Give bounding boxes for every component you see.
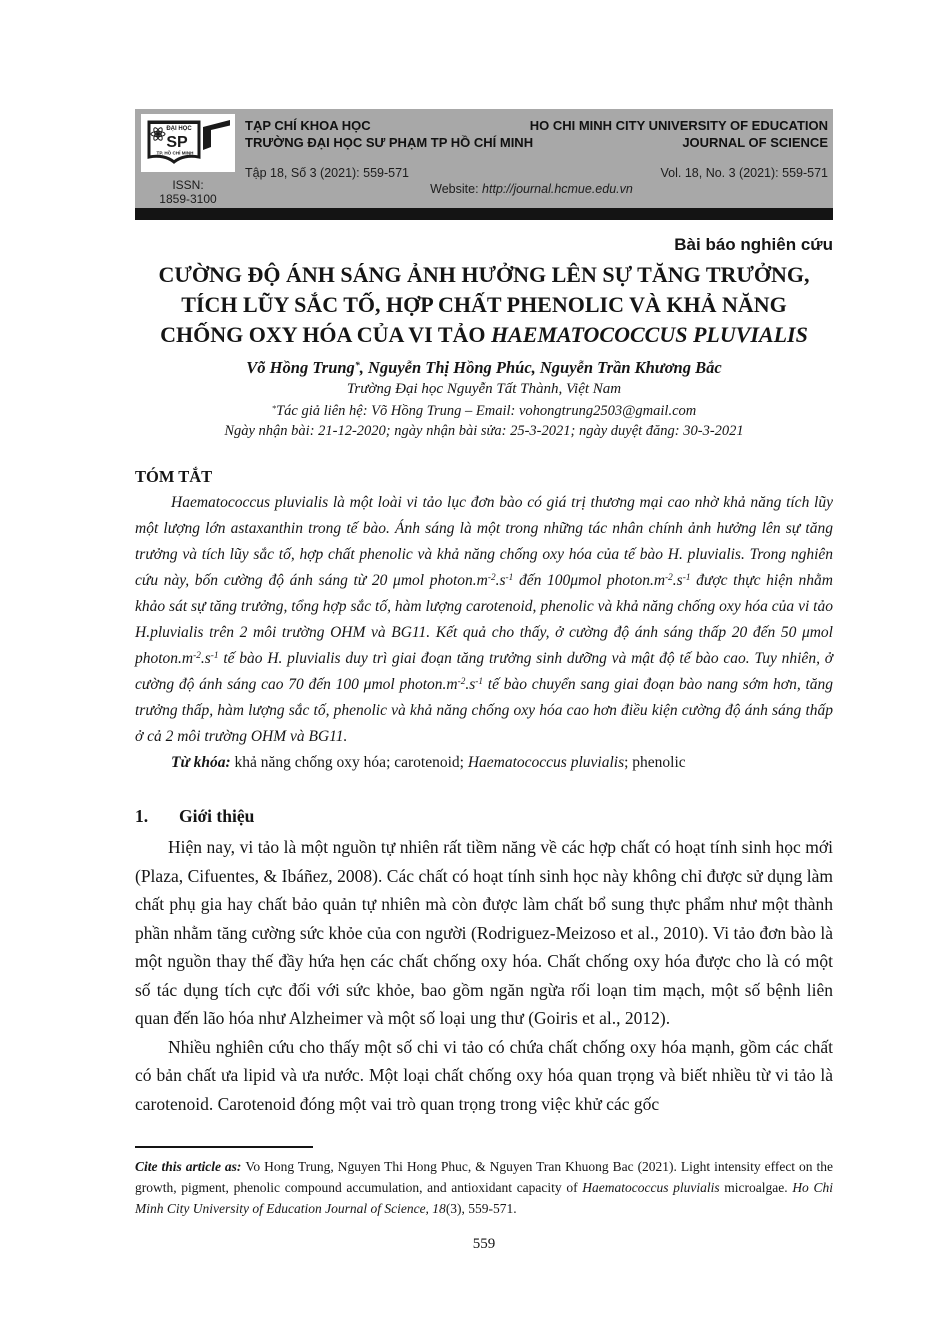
website-line <box>135 182 833 196</box>
text-run: ; phenolic <box>624 754 686 771</box>
logo-text-daihoc: ĐẠI HỌC <box>166 126 192 132</box>
text-run: Tác giả liên hệ: Võ Hồng Trung – Email: vohongtrung2503@gmail.com <box>276 403 697 419</box>
corresponding-author-line <box>135 403 833 420</box>
text-run: Haematococcus pluvialis <box>582 1180 720 1195</box>
text-run: .s <box>495 572 506 589</box>
article-title <box>135 260 833 350</box>
journal-name-vi <box>245 117 533 151</box>
journal-name-en-line2: JOURNAL OF SCIENCE <box>682 135 828 150</box>
text-run: (3), 559-571. <box>445 1201 517 1216</box>
article-title-line1: CƯỜNG ĐỘ ÁNH SÁNG ẢNH HƯỞNG LÊN SỰ TĂNG TRƯỞNG, <box>158 262 810 287</box>
text-run: Võ Hồng Trung <box>246 358 355 377</box>
citation-note <box>135 1156 833 1219</box>
keywords-line <box>135 750 833 776</box>
text-run: -2 <box>665 573 673 584</box>
text-run: Vo Hong Trung, Nguyen Thi Hong Phuc, & Nguyen Tran Khuong Bac (2021). Light intensity effect on the growth, pigment, phenolic compound accumulation, and antioxidant capacity of <box>135 1159 833 1195</box>
pennant-icon <box>203 120 230 150</box>
text-run: * <box>271 402 277 413</box>
body-paragraph: Nhiều nghiên cứu cho thấy một số chi vi tảo có chứa chất chống oxy hóa mạnh, gồm các chất có bản chất ưa lipid và ưa nước. Một loại chất chống oxy hóa quan trọng và biết nhiều từ vi tảo là carotenoid. Carotenoid đóng một vai trò quan trọng trong việc khử các gốc <box>135 1036 833 1114</box>
journal-masthead <box>135 109 833 220</box>
issn-label: ISSN: <box>172 178 204 192</box>
section-heading <box>135 806 833 827</box>
journal-name-en <box>530 117 828 151</box>
atom-icon <box>151 127 165 142</box>
website-url-link[interactable]: http://journal.hcmue.edu.vn <box>482 182 633 196</box>
affiliation-line: Trường Đại học Nguyễn Tất Thành, Việt Nam <box>346 381 622 397</box>
text-run: -1 <box>475 677 484 688</box>
text-run: Từ khóa: <box>171 754 235 771</box>
section-number: 1. <box>135 806 149 826</box>
text-run: được thực hiện nhằm khảo sát sự tăng trưởng, tổng hợp sắc tố, hàm lượng carotenoid, phenolic và khả năng chống oxy hóa của vi tảo H.pluvialis trên 2 môi trường OHM và BG11. Kết quả cho thấy, ở cường độ ánh sáng thấp 20 đến 50 μmol photon.m <box>135 572 833 667</box>
page-number: 559 <box>472 1236 496 1252</box>
abstract-section <box>135 467 833 776</box>
logo-text-sp: SP <box>166 134 188 151</box>
text-run: Ho Chi Minh City University of Education Journal of Science, 18 <box>135 1180 833 1216</box>
text-run: .s <box>465 676 476 693</box>
text-run: -2 <box>457 677 466 688</box>
issn-value: 1859-3100 <box>159 192 217 206</box>
page-content <box>135 109 833 1253</box>
footnote-rule <box>135 1146 313 1148</box>
text-run: .s <box>200 650 211 667</box>
text-run: -1 <box>505 573 514 584</box>
website-label: Website: <box>430 182 479 196</box>
university-logo <box>141 114 235 172</box>
text-run: -1 <box>210 651 219 662</box>
text-run: * <box>354 360 360 372</box>
text-run: Haematococcus pluvialis <box>467 754 625 771</box>
text-run: -2 <box>193 651 201 662</box>
body-paragraph: Hiện nay, vi tảo là một nguồn tự nhiên rất tiềm năng về các hợp chất có hoạt tính sinh học mới (Plaza, Cifuentes, & Ibáñez, 2008). Các chất có hoạt tính sinh học này không chỉ được sử dụng làm chất phụ gia hay chất bảo quản tự nhiên mà còn được làm chất bổ sung thực phẩm như một thành phần nhằm tăng cường sức khỏe của con người (Rodriguez-Meizoso et al., 2010). Vi tảo đơn bào là một nguồn thay thế đầy hứa hẹn các chất chống oxy hóa. Chất chống oxy hóa được cho là có một số tác dụng tích cực đối với sức khỏe, bao gồm ngăn ngừa rối loạn tim mạch, một số bệnh liên quan đến lão hóa như Alzheimer và một số loại ung thư (Goiris et al., 2012). <box>135 837 833 1028</box>
issue-info-en: Vol. 18, No. 3 (2021): 559-571 <box>660 166 828 180</box>
text-run: tế bào chuyển sang giai đoạn bào nang sớm hơn, tăng trưởng thấp, hàm lượng sắc tố, phenolic và khả năng chống oxy hóa cao hơn điều kiện cường độ ánh sáng thấp ở cả 2 môi trường OHM và BG11. <box>135 676 834 745</box>
text-run: microalgae. <box>719 1180 793 1195</box>
abstract-body <box>135 490 833 750</box>
text-run: đến 100μmol photon.m <box>513 572 666 589</box>
text-run: , Nguyễn Thị Hồng Phúc, Nguyễn Trần Khương Bắc <box>359 358 722 377</box>
text-run: HAEMATOCOCCUS PLUVIALIS <box>491 322 808 347</box>
section-title: Giới thiệu <box>179 806 255 826</box>
logo-text-city: TP. HỒ CHÍ MINH <box>156 150 194 156</box>
article-title-line2: TÍCH LŨY SẮC TỐ, HỢP CHẤT PHENOLIC VÀ KHẢ NĂNG <box>181 292 787 317</box>
article-type-label: Bài báo nghiên cứu <box>674 235 833 254</box>
text-run: CHỐNG OXY HÓA CỦA VI TẢO <box>160 322 491 347</box>
page-footer <box>135 1146 833 1253</box>
article-title-line3 <box>135 320 833 350</box>
text-run: Cite this article as: <box>135 1159 246 1174</box>
text-run: khả năng chống oxy hóa; carotenoid; <box>234 754 468 771</box>
university-logo-emblem <box>141 114 235 172</box>
journal-name-vi-line1: TẠP CHÍ KHOA HỌC <box>245 118 371 133</box>
text-run: -2 <box>487 573 496 584</box>
text-run: -1 <box>682 573 691 584</box>
issue-info-vi: Tập 18, Số 3 (2021): 559-571 <box>245 166 410 180</box>
submission-dates-line: Ngày nhận bài: 21-12-2020; ngày nhận bài sửa: 25-3-2021; ngày duyệt đăng: 30-3-2021 <box>224 423 744 439</box>
authors-line <box>135 358 833 378</box>
abstract-heading: TÓM TẮT <box>135 467 213 486</box>
journal-name-vi-line2: TRƯỜNG ĐẠI HỌC SƯ PHẠM TP HỒ CHÍ MINH <box>245 135 534 150</box>
text-run: .s <box>672 572 683 589</box>
text-run: Haematococcus pluvialis là một loài vi tảo lục đơn bào có giá trị thương mại cao nhờ khả năng tích lũy một lượng lớn astaxanthin trong tế bào. Ánh sáng là một trong những tác nhân chính ảnh hưởng lên sự tăng trưởng và tích lũy sắc tố, hợp chất phenolic và khả năng chống oxy hóa của tế bào H. pluvialis. Trong nghiên cứu này, bốn cường độ ánh sáng từ 20 μmol photon.m <box>135 494 833 589</box>
text-run: tế bào H. pluvialis duy trì giai đoạn tăng trưởng sinh dưỡng và mật độ tế bào cao. Tuy nhiên, ở cường độ ánh sáng cao 70 đến 100 μmol photon.m <box>135 650 833 693</box>
journal-name-en-line1: HO CHI MINH CITY UNIVERSITY OF EDUCATION <box>529 118 828 133</box>
introduction-section <box>135 806 833 1118</box>
